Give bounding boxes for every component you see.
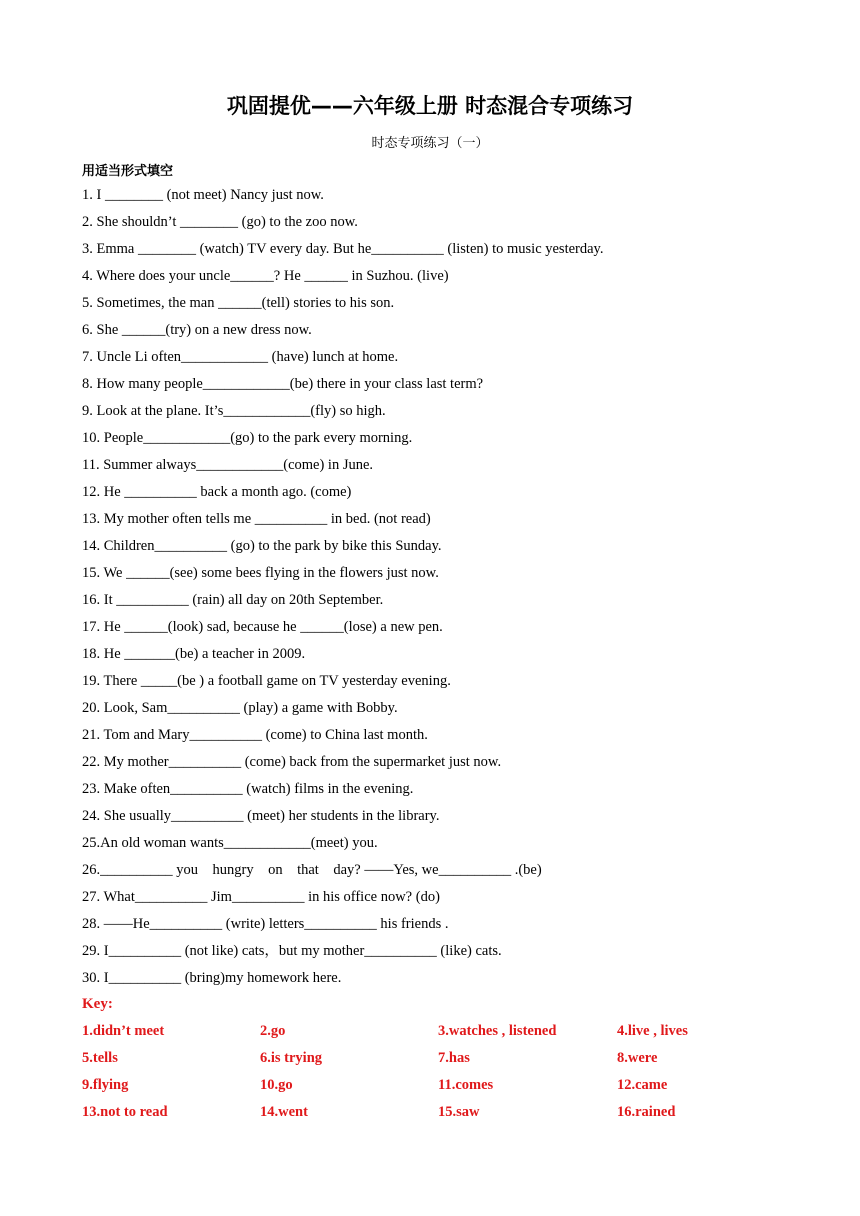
- exercise-item: 2. She shouldn’t ________ (go) to the zoo now.: [82, 214, 358, 230]
- answer-key-row: [82, 1104, 782, 1131]
- exercise-item: 18. He _______(be) a teacher in 2009.: [82, 646, 306, 662]
- exercise-item: 21. Tom and Mary__________ (come) to China last month.: [82, 727, 428, 743]
- answer-key-item: 13.not to read: [82, 1104, 168, 1120]
- exercise-item: 13. My mother often tells me __________ in bed. (not read): [82, 511, 431, 527]
- exercise-item: 10. People____________(go) to the park every morning.: [82, 430, 413, 446]
- exercise-item: 7. Uncle Li often____________ (have) lunch at home.: [82, 349, 399, 365]
- answer-key-row: [82, 1023, 782, 1050]
- exercise-item: 29. I__________ (not like) cats，but my mother__________ (like) cats.: [82, 943, 502, 959]
- section-heading: 用适当形式填空: [82, 164, 174, 179]
- answer-key-item: 5.tells: [82, 1050, 118, 1066]
- exercise-list: [82, 185, 604, 995]
- exercise-item: 11. Summer always____________(come) in June.: [82, 457, 374, 473]
- exercise-item: 15. We ______(see) some bees flying in the flowers just now.: [82, 565, 439, 581]
- exercise-item: 20. Look, Sam__________ (play) a game with Bobby.: [82, 700, 398, 716]
- exercise-item: 8. How many people____________(be) there in your class last term?: [82, 376, 484, 392]
- exercise-item: 3. Emma ________ (watch) TV every day. But he__________ (listen) to music yesterday.: [82, 241, 604, 257]
- exercise-item: 12. He __________ back a month ago. (come): [82, 484, 352, 500]
- exercise-item: 4. Where does your uncle______? He ______ in Suzhou. (live): [82, 268, 449, 284]
- exercise-item: 6. She ______(try) on a new dress now.: [82, 322, 312, 338]
- exercise-item: 30. I__________ (bring)my homework here.: [82, 970, 342, 986]
- answer-key-row: [82, 1050, 782, 1077]
- exercise-item: 25.An old woman wants____________(meet) you.: [82, 835, 378, 851]
- answer-key-item: 3.watches , listened: [438, 1023, 557, 1039]
- answer-key-row: [82, 1077, 782, 1104]
- exercise-item: 22. My mother__________ (come) back from the supermarket just now.: [82, 754, 502, 770]
- answer-key-item: 9.flying: [82, 1077, 129, 1093]
- answer-key-item: 14.went: [260, 1104, 308, 1120]
- exercise-item: 27. What__________ Jim__________ in his office now? (do): [82, 889, 440, 905]
- exercise-item: 5. Sometimes, the man ______(tell) stories to his son.: [82, 295, 395, 311]
- exercise-item: 23. Make often__________ (watch) films in the evening.: [82, 781, 414, 797]
- exercise-item: 19. There _____(be ) a football game on TV yesterday evening.: [82, 673, 451, 689]
- exercise-item: 26.__________ you hungry on that day? ——Yes, we__________ .(be): [82, 862, 542, 878]
- answer-key-item: 15.saw: [438, 1104, 480, 1120]
- exercise-item: 14. Children__________ (go) to the park by bike this Sunday.: [82, 538, 442, 554]
- answer-key-item: 1.didn’t meet: [82, 1023, 165, 1039]
- answer-key-item: 10.go: [260, 1077, 293, 1093]
- answer-key-item: 12.came: [617, 1077, 668, 1093]
- answer-key-item: 2.go: [260, 1023, 286, 1039]
- page-subtitle: 时态专项练习（一）: [371, 136, 489, 151]
- answer-key-item: 11.comes: [438, 1077, 494, 1093]
- answer-key-item: 8.were: [617, 1050, 658, 1066]
- answer-key-label: Key:: [82, 996, 113, 1012]
- answer-key-item: 4.live , lives: [617, 1023, 688, 1039]
- exercise-item: 1. I ________ (not meet) Nancy just now.: [82, 187, 324, 203]
- exercise-item: 9. Look at the plane. It’s____________(fly) so high.: [82, 403, 386, 419]
- page-title: 巩固提优——六年级上册 时态混合专项练习: [226, 94, 634, 118]
- answer-key-item: 16.rained: [617, 1104, 676, 1120]
- exercise-item: 17. He ______(look) sad, because he ______(lose) a new pen.: [82, 619, 443, 635]
- answer-key-grid: [82, 1023, 782, 1131]
- answer-key-item: 6.is trying: [260, 1050, 323, 1066]
- exercise-item: 24. She usually__________ (meet) her students in the library.: [82, 808, 440, 824]
- answer-key-item: 7.has: [438, 1050, 470, 1066]
- exercise-item: 28. ——He__________ (write) letters__________ his friends .: [82, 916, 449, 932]
- exercise-item: 16. It __________ (rain) all day on 20th September.: [82, 592, 384, 608]
